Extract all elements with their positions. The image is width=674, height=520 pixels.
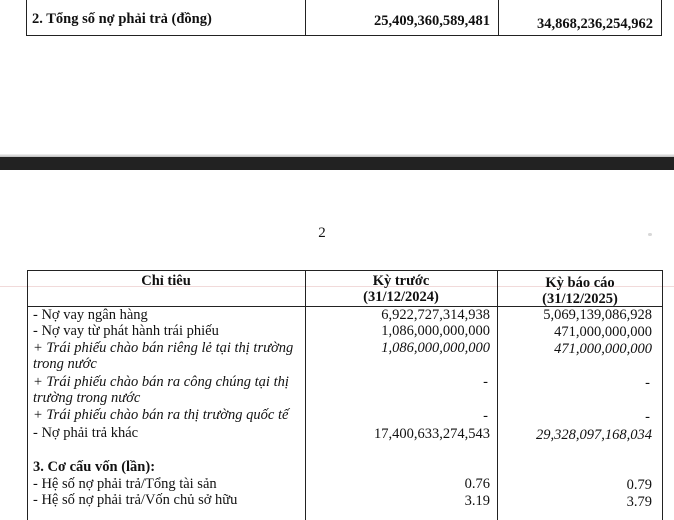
row-public-bonds-prior: - xyxy=(483,374,488,390)
row-debt-to-equity-label: - Hệ số nợ phải trả/Vốn chủ sở hữu xyxy=(33,492,238,508)
row-bond-loans-prior: 1,086,000,000,000 xyxy=(381,323,490,339)
row-debt-to-assets-current: 0.79 xyxy=(626,477,652,493)
row-bond-loans-current: 471,000,000,000 xyxy=(554,324,652,340)
row-debt-to-assets-label: - Hệ số nợ phải trả/Tổng tài sản xyxy=(33,476,217,492)
row-other-liabilities-current: 29,328,097,168,034 xyxy=(536,427,652,443)
total-liabilities-prior: 25,409,360,589,481 xyxy=(374,13,490,29)
row-intl-bonds-prior: - xyxy=(483,408,488,424)
row-public-bonds-current: - xyxy=(645,375,650,391)
scan-speck xyxy=(648,233,652,236)
page-break-band xyxy=(0,157,674,170)
header-indicator: Chỉ tiêu xyxy=(141,273,191,289)
row-other-liabilities-label: - Nợ phải trả khác xyxy=(33,425,139,441)
row-debt-to-equity-prior: 3.19 xyxy=(464,493,490,509)
row-bond-loans-label: - Nợ vay từ phát hành trái phiếu xyxy=(33,323,219,339)
row-bank-loans-label: - Nợ vay ngân hàng xyxy=(33,307,148,323)
row-public-bonds-label: + Trái phiếu chào bán ra công chúng tại thị xyxy=(33,374,289,390)
header-prior-line2: (31/12/2024) xyxy=(363,289,439,305)
header-prior-line1: Kỳ trước xyxy=(372,273,430,289)
total-liabilities-label: 2. Tổng số nợ phải trả (đồng) xyxy=(32,11,212,27)
row-debt-to-equity-current: 3.79 xyxy=(626,494,652,510)
total-liabilities-current: 34,868,236,254,962 xyxy=(537,16,653,32)
row-public-bonds-label-cont: trường trong nước xyxy=(33,390,141,406)
section-capital-structure-title: 3. Cơ cấu vốn (lần): xyxy=(33,459,156,475)
row-private-bonds-label: + Trái phiếu chào bán riêng lẻ tại thị trường xyxy=(33,340,294,356)
row-private-bonds-current: 471,000,000,000 xyxy=(554,341,652,357)
header-current-line1: Kỳ báo cáo xyxy=(545,275,615,291)
row-other-liabilities-prior: 17,400,633,274,543 xyxy=(374,426,490,442)
header-current-line2: (31/12/2025) xyxy=(542,291,618,307)
row-bank-loans-current: 5,069,139,086,928 xyxy=(543,307,652,323)
row-intl-bonds-current: - xyxy=(645,409,650,425)
page-number: 2 xyxy=(318,225,326,241)
row-intl-bonds-label: + Trái phiếu chào bán ra thị trường quốc tế xyxy=(33,407,289,423)
row-debt-to-assets-prior: 0.76 xyxy=(464,476,490,492)
row-bank-loans-prior: 6,922,727,314,938 xyxy=(381,307,490,323)
row-private-bonds-prior: 1,086,000,000,000 xyxy=(381,340,490,356)
row-private-bonds-label-cont: trong nước xyxy=(33,356,97,372)
